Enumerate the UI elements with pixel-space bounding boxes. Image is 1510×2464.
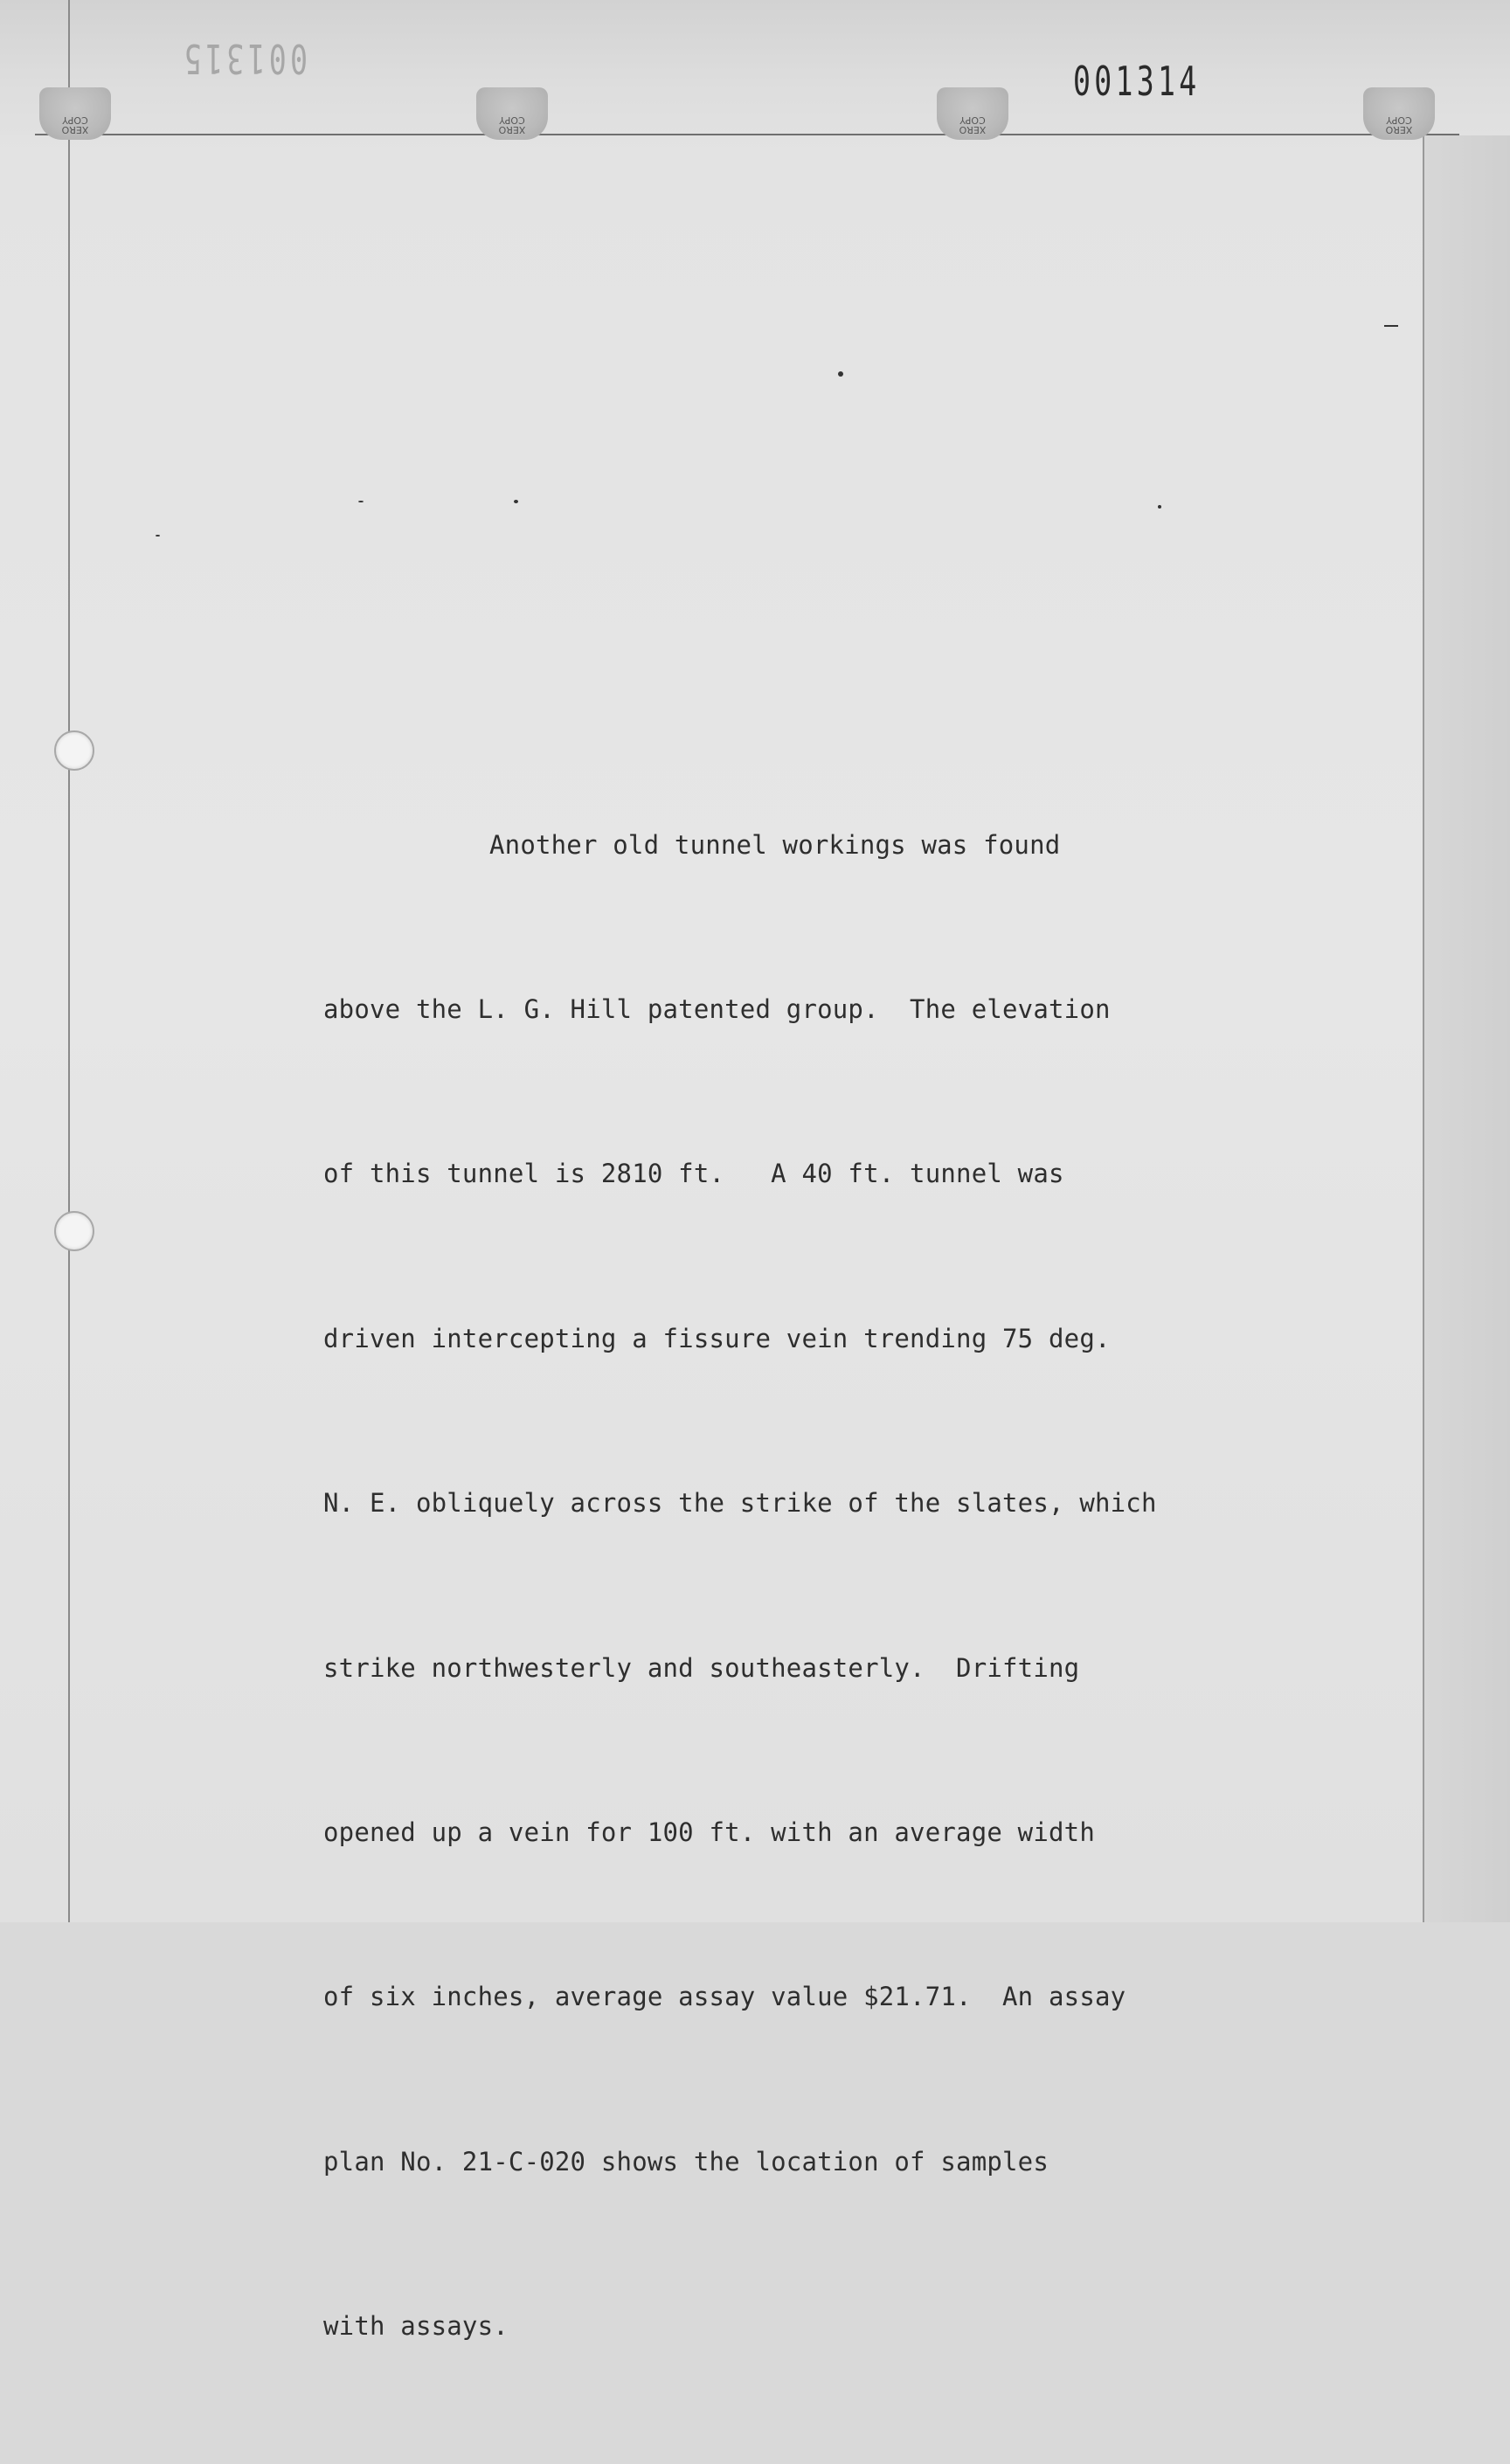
sheet-right-edge [1423,135,1424,1922]
binder-clip [937,87,1008,140]
clip-label: XERO COPY [1385,114,1413,135]
paragraph-line: Another old tunnel workings was found [489,829,1061,860]
scan-speck [514,500,518,503]
punch-hole [54,730,94,771]
binder-clip [1363,87,1435,140]
paragraph-line: above the L. G. Hill patented group. The elevation [323,993,1111,1024]
scan-speck [358,501,364,502]
clip-label: XERO COPY [498,114,526,135]
scan-speck [156,535,160,536]
paragraph-line: strike northwesterly and southeasterly. Drifting [323,1652,1080,1683]
scan-speck [1158,505,1161,509]
memo-paragraph [323,708,1232,2464]
paragraph-line: with assays. [323,2311,509,2342]
punch-hole [54,1211,94,1251]
binder-clip [476,87,548,140]
clip-label: XERO COPY [61,114,89,135]
sheet-top-edge [35,134,1459,135]
paragraph-line: of this tunnel is 2810 ft. A 40 ft. tunnel was [323,1159,1064,1189]
scan-speck [1384,325,1398,327]
paragraph-line: of six inches, average assay value $21.71. An assay [323,1982,1126,2012]
clip-label: XERO COPY [959,114,987,135]
bleed-through-page-number: 001315 [180,35,308,82]
page-number: 001314 [1073,58,1201,105]
paragraph-line: plan No. 21-C-020 shows the location of samples [323,2146,1049,2177]
scan-right-shadow [1424,135,1510,1922]
sheet-left-edge [68,0,70,1922]
scan-speck [838,371,843,377]
paragraph-line: N. E. obliquely across the strike of the slates, which [323,1488,1157,1519]
paragraph-line: driven intercepting a fissure vein trending 75 deg. [323,1323,1111,1353]
binder-clip [39,87,111,140]
paragraph-line: opened up a vein for 100 ft. with an average width [323,1817,1095,1847]
